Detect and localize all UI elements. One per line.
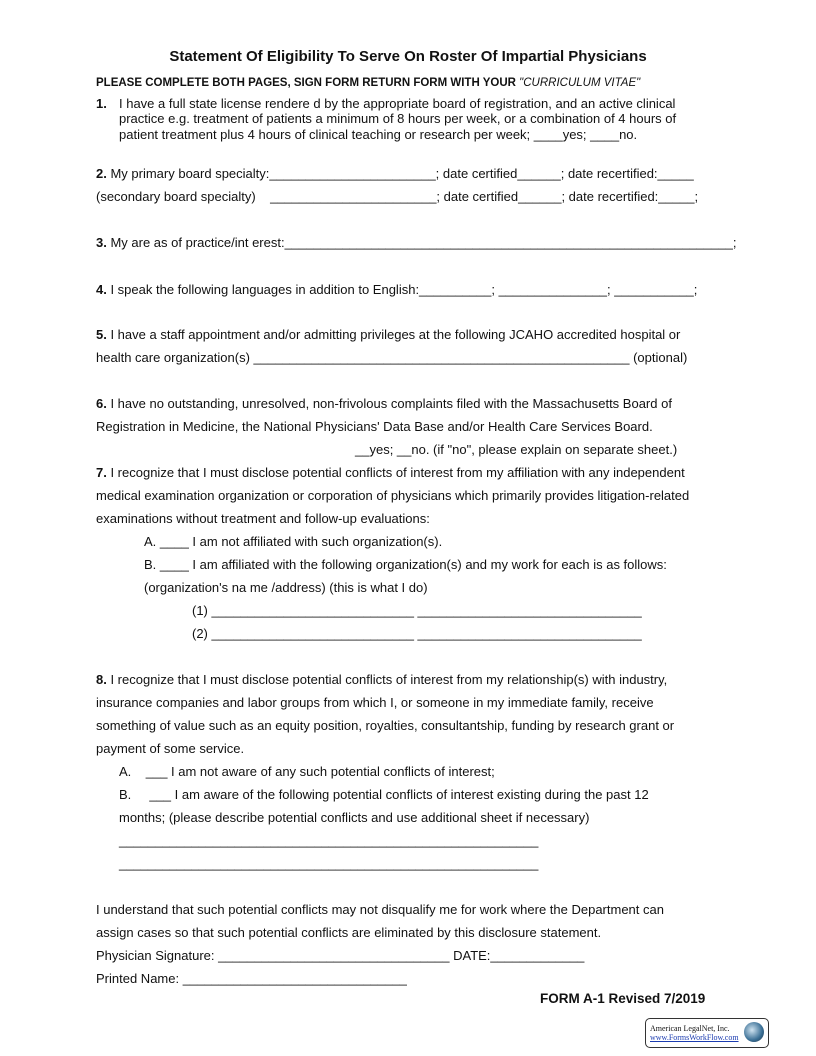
- q7-line: examinations without treatment and follow-up evaluations:: [96, 511, 430, 526]
- q8-line: payment of some service.: [96, 741, 245, 756]
- q8-number: 8.: [96, 672, 107, 687]
- q4-number: 4.: [96, 282, 107, 297]
- q4-line[interactable]: [96, 282, 697, 298]
- q3-line[interactable]: [96, 235, 736, 251]
- q7-option-b[interactable]: B. ____ I am affiliated with the following organization(s) and my work for each is as follows:: [144, 557, 667, 572]
- q5-text: I have a staff appointment and/or admitting privileges at the following JCAHO accredited hospital or: [106, 327, 681, 342]
- q8-option-b[interactable]: B. ___ I am aware of the following potential conflicts of interest existing during the past 12: [119, 787, 649, 802]
- instructions-header: [96, 75, 640, 91]
- q2-line[interactable]: (secondary board specialty) _______________________; date certified______; date recertified:_____;: [96, 189, 699, 204]
- q2-text: My primary board specialty:_______________________; date certified______; date recertified:_____: [106, 166, 694, 181]
- form-id: FORM A-1 Revised 7/2019: [540, 991, 706, 1006]
- q7-line: (organization's na me /address) (this is what I do): [144, 580, 428, 595]
- q2-line[interactable]: [96, 166, 694, 182]
- q4-text: I speak the following languages in addition to English:__________; _______________; ___________;: [106, 282, 698, 297]
- printed-name-field[interactable]: Printed Name: _______________________________: [96, 971, 407, 986]
- publisher-logo[interactable]: [645, 1018, 769, 1048]
- q7-number: 7.: [96, 465, 107, 480]
- q7-line: [96, 465, 685, 481]
- logo-url[interactable]: www.FormsWorkFlow.com: [650, 1033, 739, 1042]
- logo-name: American LegalNet, Inc.: [650, 1024, 730, 1033]
- q8-blank-2[interactable]: __________________________________________________________: [119, 856, 539, 871]
- closing-text: I understand that such potential conflicts may not disqualify me for work where the Department can: [96, 902, 664, 917]
- q8-text: I recognize that I must disclose potential conflicts of interest from my relationship(s) with industry,: [106, 672, 668, 687]
- q6-line[interactable]: __yes; __no. (if "no", please explain on separate sheet.): [355, 442, 678, 457]
- q8-line: months; (please describe potential conflicts and use additional sheet if necessary): [119, 810, 590, 825]
- q3-number: 3.: [96, 235, 107, 250]
- q7-org-2[interactable]: (2) ____________________________ _______________________________: [192, 626, 642, 641]
- q1-line: practice e.g. treatment of patients a minimum of 8 hours per week, or a combination of 4 hours of: [119, 111, 677, 126]
- globe-icon: [744, 1022, 764, 1042]
- closing-text: assign cases so that such potential conflicts are eliminated by this disclosure statement.: [96, 925, 602, 940]
- q1-line: I have a full state license rendere d by the appropriate board of registration, and an active clinical: [119, 96, 676, 111]
- q6-line: [96, 396, 672, 412]
- q5-line: [96, 327, 680, 343]
- q6-line: Registration in Medicine, the National Physicians' Data Base and/or Health Care Services Board.: [96, 419, 653, 434]
- instructions-cv: "CURRICULUM VITAE": [519, 77, 641, 89]
- q2-number: 2.: [96, 166, 107, 181]
- q6-text: I have no outstanding, unresolved, non-frivolous complaints filed with the Massachusetts Board of: [106, 396, 672, 411]
- q8-option-a[interactable]: A. ___ I am not aware of any such potential conflicts of interest;: [119, 764, 495, 779]
- q7-line: medical examination organization or corporation of physicians which primarily provides litigation-related: [96, 488, 690, 503]
- signature-date-field[interactable]: Physician Signature: ________________________________ DATE:_____________: [96, 948, 585, 963]
- q5-number: 5.: [96, 327, 107, 342]
- q8-line: something of value such as an equity position, royalties, consultantship, funding by research grant or: [96, 718, 675, 733]
- q7-text: I recognize that I must disclose potential conflicts of interest from my affiliation with any independent: [106, 465, 685, 480]
- q1-line[interactable]: patient treatment plus 4 hours of clinical teaching or research per week; ____yes; ____no.: [119, 127, 638, 142]
- instructions-text: PLEASE COMPLETE BOTH PAGES, SIGN FORM RETURN FORM WITH YOUR: [96, 77, 520, 89]
- q6-number: 6.: [96, 396, 107, 411]
- q8-blank-1[interactable]: __________________________________________________________: [119, 833, 539, 848]
- q3-text: My are as of practice/int erest:______________________________________________________________;: [106, 235, 737, 250]
- q5-line[interactable]: health care organization(s) ____________________________________________________ (optional): [96, 350, 688, 365]
- q7-org-1[interactable]: (1) ____________________________ _______________________________: [192, 603, 642, 618]
- page-title: Statement Of Eligibility To Serve On Roster Of Impartial Physicians: [169, 48, 647, 65]
- q7-option-a[interactable]: A. ____ I am not affiliated with such organization(s).: [144, 534, 443, 549]
- q8-line: insurance companies and labor groups from which I, or someone in my immediate family, receive: [96, 695, 654, 710]
- q1-number: 1.: [96, 96, 107, 111]
- q8-line: [96, 672, 667, 688]
